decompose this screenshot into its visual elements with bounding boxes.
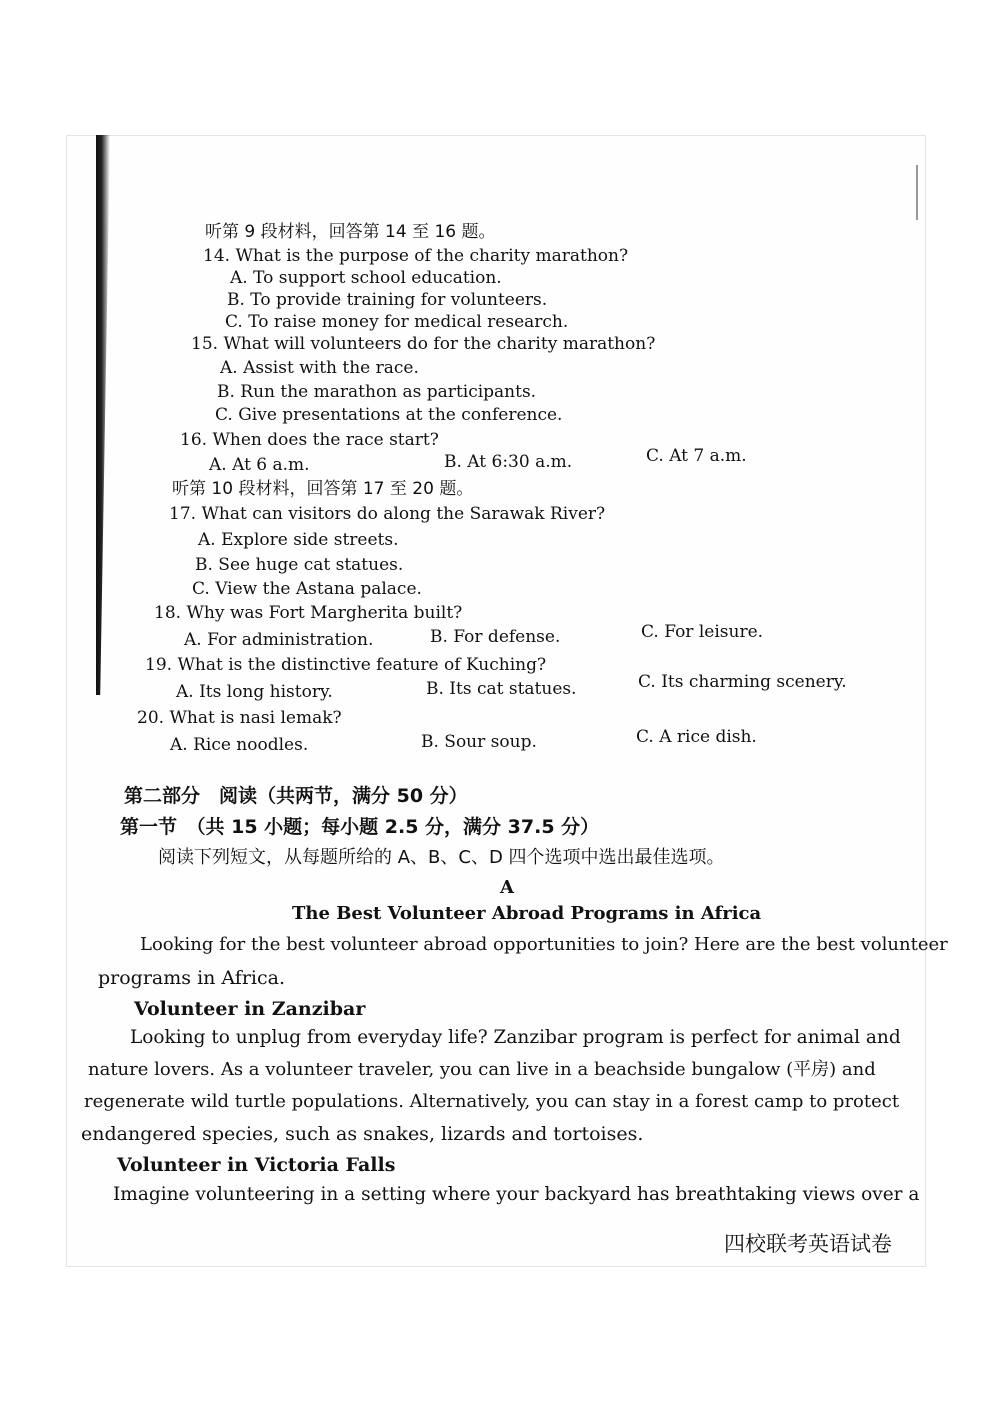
page-footer: 四校联考英语试卷	[724, 1232, 892, 1256]
q19-option-a: A. Its long history.	[176, 682, 333, 702]
passage-letter: A	[500, 877, 514, 898]
intro-line-1: Looking for the best volunteer abroad opportunities to join? Here are the best volunteer	[140, 934, 948, 955]
q17-option-a: A. Explore side streets.	[198, 530, 399, 550]
intro-line-2: programs in Africa.	[98, 967, 286, 989]
q18-stem: 18. Why was Fort Margherita built?	[154, 603, 463, 623]
q16-option-b: B. At 6:30 a.m.	[444, 452, 573, 472]
q14-option-c: C. To raise money for medical research.	[225, 312, 569, 332]
q18-option-c: C. For leisure.	[641, 622, 764, 642]
q14-stem: 14. What is the purpose of the charity marathon?	[203, 246, 629, 266]
zanzibar-line-1: Looking to unplug from everyday life? Zanzibar program is perfect for animal and	[130, 1027, 901, 1048]
q19-option-b: B. Its cat statues.	[426, 679, 577, 699]
section-listen-9: 听第 9 段材料，回答第 14 至 16 题。	[205, 222, 496, 242]
q18-option-b: B. For defense.	[430, 627, 561, 647]
q17-option-b: B. See huge cat statues.	[195, 555, 404, 575]
section-listen-10: 听第 10 段材料，回答第 17 至 20 题。	[172, 479, 474, 499]
q20-option-c: C. A rice dish.	[636, 727, 757, 747]
reading-instructions: 阅读下列短文，从每题所给的 A、B、C、D 四个选项中选出最佳选项。	[158, 847, 725, 868]
q20-option-a: A. Rice noodles.	[170, 735, 309, 755]
q18-option-a: A. For administration.	[184, 630, 374, 650]
q20-stem: 20. What is nasi lemak?	[137, 708, 342, 728]
subheading-victoria-falls: Volunteer in Victoria Falls	[117, 1154, 396, 1176]
q16-option-a: A. At 6 a.m.	[209, 455, 310, 475]
section1-title: 第一节 （共 15 小题；每小题 2.5 分，满分 37.5 分）	[120, 816, 600, 838]
q15-option-c: C. Give presentations at the conference.	[215, 405, 563, 425]
zanzibar-line-2: nature lovers. As a volunteer traveler, you can live in a beachside bungalow (平房) and	[88, 1059, 876, 1080]
scan-edge-mark	[916, 165, 918, 220]
zanzibar-line-4: endangered species, such as snakes, lizards and tortoises.	[81, 1123, 644, 1145]
q20-option-b: B. Sour soup.	[421, 732, 537, 752]
q14-option-b: B. To provide training for volunteers.	[227, 290, 548, 310]
q15-stem: 15. What will volunteers do for the charity marathon?	[191, 334, 656, 354]
q15-option-a: A. Assist with the race.	[220, 358, 419, 378]
zanzibar-line-3: regenerate wild turtle populations. Alternatively, you can stay in a forest camp to protect	[84, 1091, 900, 1112]
q16-option-c: C. At 7 a.m.	[646, 446, 747, 466]
q17-stem: 17. What can visitors do along the Sarawak River?	[169, 504, 606, 524]
victoria-line-1: Imagine volunteering in a setting where your backyard has breathtaking views over a	[113, 1184, 920, 1205]
q16-stem: 16. When does the race start?	[180, 430, 439, 450]
q15-option-b: B. Run the marathon as participants.	[217, 382, 537, 402]
q14-option-a: A. To support school education.	[230, 268, 502, 288]
part2-title: 第二部分 阅读（共两节，满分 50 分）	[124, 785, 468, 807]
q19-option-c: C. Its charming scenery.	[638, 672, 847, 692]
q19-stem: 19. What is the distinctive feature of Kuching?	[145, 655, 547, 675]
passage-title: The Best Volunteer Abroad Programs in Africa	[292, 903, 762, 924]
q17-option-c: C. View the Astana palace.	[192, 579, 422, 599]
subheading-zanzibar: Volunteer in Zanzibar	[134, 998, 366, 1020]
